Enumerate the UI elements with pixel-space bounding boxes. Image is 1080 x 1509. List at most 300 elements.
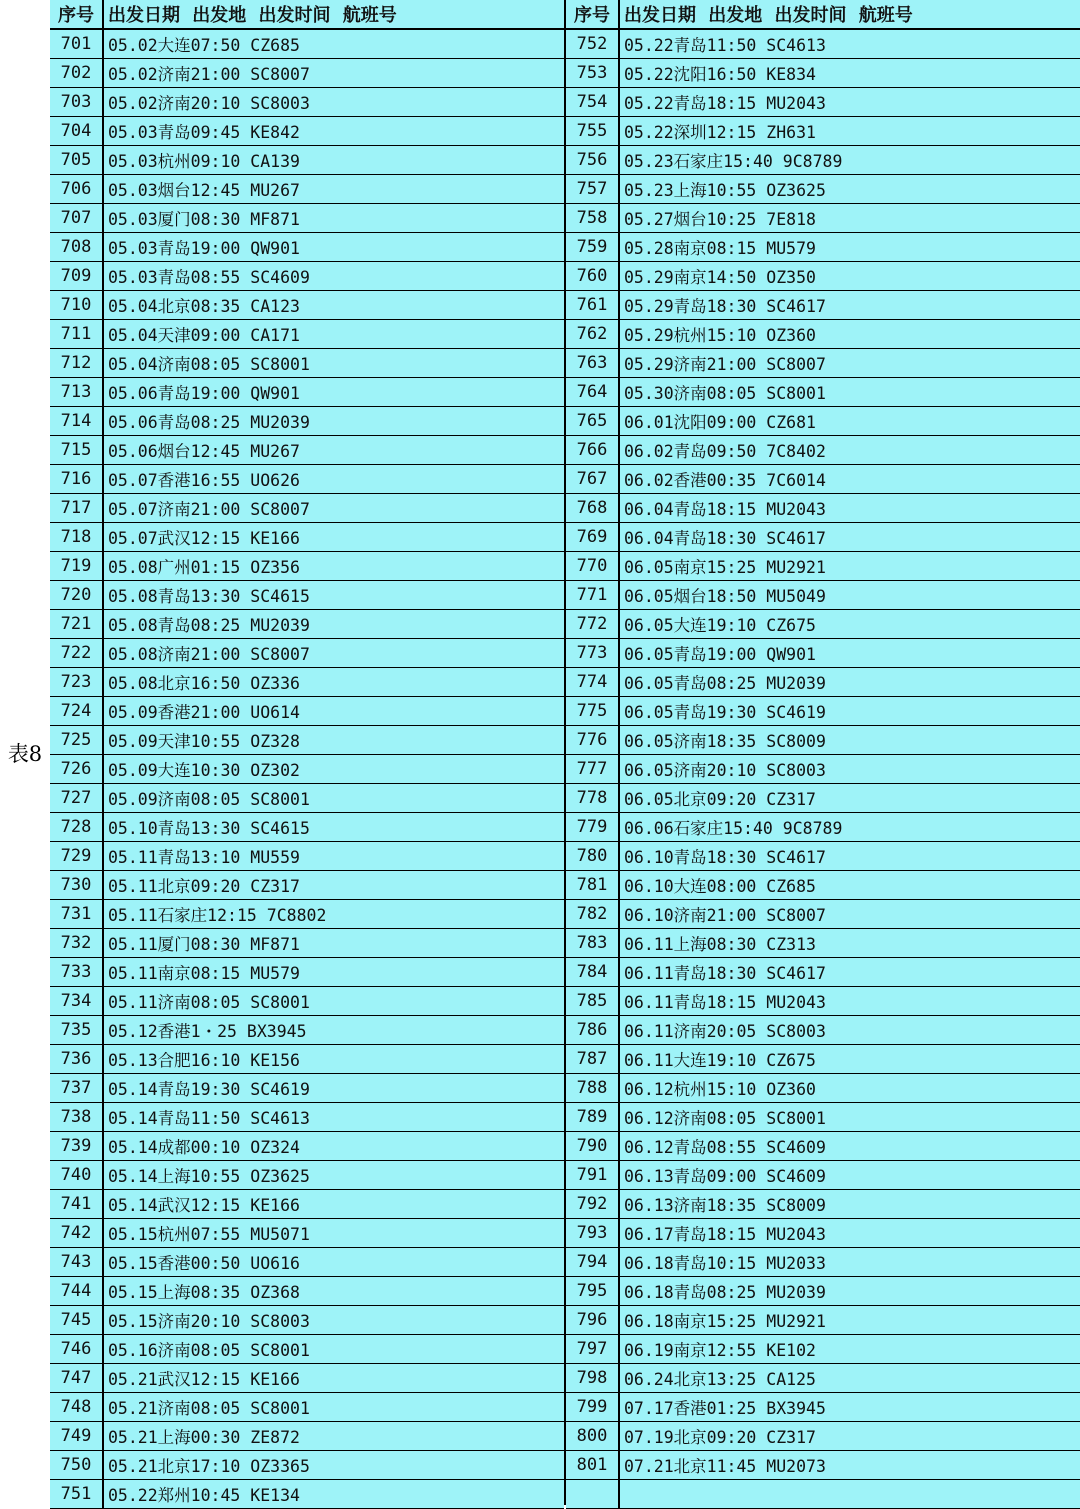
row-seq: 766 <box>566 436 620 464</box>
row-seq: 759 <box>566 233 620 261</box>
row-flight-info: 05.11石家庄12:15 7C8802 <box>104 900 564 928</box>
table-row <box>50 900 564 929</box>
row-flight-info: 05.04天津09:00 CA171 <box>104 320 564 348</box>
row-seq: 793 <box>566 1219 620 1247</box>
table-row <box>566 1074 1080 1103</box>
row-seq: 782 <box>566 900 620 928</box>
table-row <box>566 407 1080 436</box>
row-seq: 784 <box>566 958 620 986</box>
table-row <box>566 523 1080 552</box>
table-row <box>50 291 564 320</box>
row-seq: 791 <box>566 1161 620 1189</box>
table-row <box>50 581 564 610</box>
table-label: 表8 <box>7 741 43 766</box>
table-row <box>566 929 1080 958</box>
table-row <box>566 117 1080 146</box>
table-row <box>566 1161 1080 1190</box>
row-flight-info: 05.29南京14:50 OZ350 <box>620 262 1080 290</box>
row-seq: 708 <box>50 233 104 261</box>
row-seq: 712 <box>50 349 104 377</box>
table-row <box>566 784 1080 813</box>
table-row <box>50 1422 564 1451</box>
row-seq: 749 <box>50 1422 104 1450</box>
row-seq: 757 <box>566 175 620 203</box>
row-seq: 744 <box>50 1277 104 1305</box>
row-seq: 780 <box>566 842 620 870</box>
row-flight-info: 05.07济南21:00 SC8007 <box>104 494 564 522</box>
table-row <box>566 1132 1080 1161</box>
row-seq: 794 <box>566 1248 620 1276</box>
table-row <box>566 552 1080 581</box>
header-seq: 序号 <box>50 0 104 28</box>
row-seq: 728 <box>50 813 104 841</box>
table-row <box>50 349 564 378</box>
row-flight-info: 06.05北京09:20 CZ317 <box>620 784 1080 812</box>
row-seq: 786 <box>566 1016 620 1044</box>
row-seq: 761 <box>566 291 620 319</box>
header-seq: 序号 <box>566 0 620 28</box>
table-row <box>50 1219 564 1248</box>
row-flight-info: 05.22青岛18:15 MU2043 <box>620 88 1080 116</box>
table-row <box>50 929 564 958</box>
row-flight-info: 05.02济南21:00 SC8007 <box>104 59 564 87</box>
row-flight-info: 05.29青岛18:30 SC4617 <box>620 291 1080 319</box>
table-row <box>566 755 1080 784</box>
row-seq: 801 <box>566 1451 620 1479</box>
row-seq: 733 <box>50 958 104 986</box>
table-row <box>50 813 564 842</box>
row-flight-info: 06.10大连08:00 CZ685 <box>620 871 1080 899</box>
row-seq: 754 <box>566 88 620 116</box>
table-row <box>50 494 564 523</box>
table-row <box>566 1335 1080 1364</box>
row-flight-info: 05.14武汉12:15 KE166 <box>104 1190 564 1218</box>
row-seq: 743 <box>50 1248 104 1276</box>
table-row <box>50 1132 564 1161</box>
table-row <box>50 755 564 784</box>
row-flight-info: 06.11大连19:10 CZ675 <box>620 1045 1080 1073</box>
row-seq: 755 <box>566 117 620 145</box>
row-seq: 720 <box>50 581 104 609</box>
row-seq: 739 <box>50 1132 104 1160</box>
table-row <box>50 958 564 987</box>
row-seq: 729 <box>50 842 104 870</box>
row-seq: 758 <box>566 204 620 232</box>
row-seq: 779 <box>566 813 620 841</box>
row-flight-info: 06.12杭州15:10 OZ360 <box>620 1074 1080 1102</box>
row-seq: 736 <box>50 1045 104 1073</box>
row-seq: 781 <box>566 871 620 899</box>
table-row <box>566 726 1080 755</box>
table-row <box>50 552 564 581</box>
row-seq: 701 <box>50 30 104 58</box>
table-row <box>566 900 1080 929</box>
row-seq: 772 <box>566 610 620 638</box>
row-flight-info: 05.03厦门08:30 MF871 <box>104 204 564 232</box>
row-flight-info: 05.08济南21:00 SC8007 <box>104 639 564 667</box>
table-row <box>566 465 1080 494</box>
table-row <box>566 581 1080 610</box>
table-row <box>566 320 1080 349</box>
table-row <box>566 1306 1080 1335</box>
flight-table <box>50 0 1080 1505</box>
row-flight-info: 05.22沈阳16:50 KE834 <box>620 59 1080 87</box>
row-flight-info: 05.15上海08:35 OZ368 <box>104 1277 564 1305</box>
row-seq: 771 <box>566 581 620 609</box>
row-seq: 783 <box>566 929 620 957</box>
row-flight-info: 05.29济南21:00 SC8007 <box>620 349 1080 377</box>
row-flight-info: 06.05济南18:35 SC8009 <box>620 726 1080 754</box>
row-flight-info: 06.18青岛10:15 MU2033 <box>620 1248 1080 1276</box>
row-flight-info: 06.05大连19:10 CZ675 <box>620 610 1080 638</box>
table-row <box>50 1190 564 1219</box>
row-seq: 765 <box>566 407 620 435</box>
table-row <box>50 1161 564 1190</box>
table-row <box>566 175 1080 204</box>
right-table <box>564 0 1080 1505</box>
table-row <box>566 1016 1080 1045</box>
table-row <box>566 378 1080 407</box>
table-row <box>50 378 564 407</box>
table-row <box>566 1045 1080 1074</box>
table-row <box>50 842 564 871</box>
row-seq: 721 <box>50 610 104 638</box>
row-seq: 777 <box>566 755 620 783</box>
table-row <box>50 726 564 755</box>
table-row <box>566 494 1080 523</box>
table-row <box>566 842 1080 871</box>
table-row <box>50 987 564 1016</box>
row-seq: 789 <box>566 1103 620 1131</box>
row-flight-info: 05.03青岛19:00 QW901 <box>104 233 564 261</box>
row-seq: 707 <box>50 204 104 232</box>
row-seq: 734 <box>50 987 104 1015</box>
table-row <box>566 30 1080 59</box>
row-flight-info: 07.19北京09:20 CZ317 <box>620 1422 1080 1450</box>
table-row <box>50 1364 564 1393</box>
table-row <box>566 88 1080 117</box>
table-row <box>566 813 1080 842</box>
row-seq: 795 <box>566 1277 620 1305</box>
row-seq: 800 <box>566 1422 620 1450</box>
row-flight-info: 06.11济南20:05 SC8003 <box>620 1016 1080 1044</box>
table-row <box>50 1016 564 1045</box>
row-flight-info: 06.02香港00:35 7C6014 <box>620 465 1080 493</box>
row-seq: 711 <box>50 320 104 348</box>
table-row <box>566 262 1080 291</box>
row-flight-info: 06.18南京15:25 MU2921 <box>620 1306 1080 1334</box>
table-row <box>566 204 1080 233</box>
row-seq <box>566 1480 620 1508</box>
row-flight-info <box>620 1480 1080 1508</box>
table-row <box>50 30 564 59</box>
row-seq: 714 <box>50 407 104 435</box>
table-row <box>50 610 564 639</box>
row-flight-info: 05.14上海10:55 OZ3625 <box>104 1161 564 1189</box>
row-flight-info: 05.22郑州10:45 KE134 <box>104 1480 564 1508</box>
table-row <box>50 233 564 262</box>
row-seq: 778 <box>566 784 620 812</box>
row-flight-info: 05.08广州01:15 OZ356 <box>104 552 564 580</box>
row-flight-info: 06.05烟台18:50 MU5049 <box>620 581 1080 609</box>
row-seq: 735 <box>50 1016 104 1044</box>
table-row <box>50 59 564 88</box>
row-flight-info: 05.03烟台12:45 MU267 <box>104 175 564 203</box>
row-seq: 773 <box>566 639 620 667</box>
table-row <box>50 436 564 465</box>
row-flight-info: 05.09香港21:00 UO614 <box>104 697 564 725</box>
row-seq: 706 <box>50 175 104 203</box>
row-seq: 799 <box>566 1393 620 1421</box>
row-seq: 798 <box>566 1364 620 1392</box>
row-flight-info: 05.09济南08:05 SC8001 <box>104 784 564 812</box>
row-flight-info: 05.02大连07:50 CZ685 <box>104 30 564 58</box>
row-flight-info: 06.11上海08:30 CZ313 <box>620 929 1080 957</box>
row-flight-info: 05.04北京08:35 CA123 <box>104 291 564 319</box>
row-seq: 752 <box>566 30 620 58</box>
row-seq: 750 <box>50 1451 104 1479</box>
table-row <box>566 610 1080 639</box>
table-row <box>50 1451 564 1480</box>
table-row <box>566 1190 1080 1219</box>
table-row <box>566 1277 1080 1306</box>
row-seq: 703 <box>50 88 104 116</box>
row-flight-info: 05.09大连10:30 OZ302 <box>104 755 564 783</box>
table-row <box>50 1393 564 1422</box>
row-seq: 796 <box>566 1306 620 1334</box>
row-flight-info: 05.14成都00:10 OZ324 <box>104 1132 564 1160</box>
row-seq: 776 <box>566 726 620 754</box>
table-row <box>50 204 564 233</box>
row-flight-info: 05.27烟台10:25 7E818 <box>620 204 1080 232</box>
header-row <box>566 0 1080 29</box>
row-seq: 763 <box>566 349 620 377</box>
table-row <box>50 871 564 900</box>
header-info: 出发日期 出发地 出发时间 航班号 <box>620 0 1080 28</box>
row-seq: 725 <box>50 726 104 754</box>
table-row <box>50 1103 564 1132</box>
row-flight-info: 06.24北京13:25 CA125 <box>620 1364 1080 1392</box>
table-row <box>566 871 1080 900</box>
table-row <box>50 146 564 175</box>
row-flight-info: 06.02青岛09:50 7C8402 <box>620 436 1080 464</box>
row-flight-info: 05.10青岛13:30 SC4615 <box>104 813 564 841</box>
row-flight-info: 05.22深圳12:15 ZH631 <box>620 117 1080 145</box>
row-seq: 724 <box>50 697 104 725</box>
row-seq: 764 <box>566 378 620 406</box>
row-flight-info: 05.23上海10:55 OZ3625 <box>620 175 1080 203</box>
row-flight-info: 05.23石家庄15:40 9C8789 <box>620 146 1080 174</box>
table-row <box>50 668 564 697</box>
row-flight-info: 06.13青岛09:00 SC4609 <box>620 1161 1080 1189</box>
row-seq: 722 <box>50 639 104 667</box>
row-seq: 753 <box>566 59 620 87</box>
row-flight-info: 06.17青岛18:15 MU2043 <box>620 1219 1080 1247</box>
table-row <box>50 1306 564 1335</box>
row-seq: 760 <box>566 262 620 290</box>
row-flight-info: 05.03青岛08:55 SC4609 <box>104 262 564 290</box>
row-seq: 748 <box>50 1393 104 1421</box>
row-flight-info: 06.04青岛18:30 SC4617 <box>620 523 1080 551</box>
row-flight-info: 05.22青岛11:50 SC4613 <box>620 30 1080 58</box>
row-flight-info: 05.28南京08:15 MU579 <box>620 233 1080 261</box>
row-flight-info: 06.11青岛18:30 SC4617 <box>620 958 1080 986</box>
row-flight-info: 05.03青岛09:45 KE842 <box>104 117 564 145</box>
row-seq: 775 <box>566 697 620 725</box>
table-row <box>566 987 1080 1016</box>
row-flight-info: 05.21武汉12:15 KE166 <box>104 1364 564 1392</box>
row-flight-info: 05.08青岛13:30 SC4615 <box>104 581 564 609</box>
row-flight-info: 05.29杭州15:10 OZ360 <box>620 320 1080 348</box>
row-flight-info: 06.19南京12:55 KE102 <box>620 1335 1080 1363</box>
row-flight-info: 05.02济南20:10 SC8003 <box>104 88 564 116</box>
row-seq: 751 <box>50 1480 104 1508</box>
row-flight-info: 05.21北京17:10 OZ3365 <box>104 1451 564 1479</box>
table-row <box>566 146 1080 175</box>
row-seq: 742 <box>50 1219 104 1247</box>
table-row <box>566 436 1080 465</box>
row-flight-info: 06.10青岛18:30 SC4617 <box>620 842 1080 870</box>
row-seq: 747 <box>50 1364 104 1392</box>
table-row <box>50 88 564 117</box>
table-row <box>50 117 564 146</box>
row-flight-info: 05.11厦门08:30 MF871 <box>104 929 564 957</box>
row-seq: 737 <box>50 1074 104 1102</box>
row-flight-info: 07.17香港01:25 BX3945 <box>620 1393 1080 1421</box>
header-row <box>50 0 564 29</box>
table-row <box>50 639 564 668</box>
row-seq: 790 <box>566 1132 620 1160</box>
table-row <box>50 1248 564 1277</box>
row-flight-info: 05.14青岛19:30 SC4619 <box>104 1074 564 1102</box>
row-seq: 723 <box>50 668 104 696</box>
table-row <box>566 958 1080 987</box>
row-seq: 792 <box>566 1190 620 1218</box>
table-row <box>50 523 564 552</box>
left-table <box>50 0 564 1505</box>
row-flight-info: 05.30济南08:05 SC8001 <box>620 378 1080 406</box>
row-seq: 731 <box>50 900 104 928</box>
row-flight-info: 05.11青岛13:10 MU559 <box>104 842 564 870</box>
table-row <box>50 465 564 494</box>
row-flight-info: 05.16济南08:05 SC8001 <box>104 1335 564 1363</box>
table-row <box>566 1248 1080 1277</box>
row-flight-info: 06.01沈阳09:00 CZ681 <box>620 407 1080 435</box>
row-seq: 718 <box>50 523 104 551</box>
row-seq: 768 <box>566 494 620 522</box>
row-seq: 767 <box>566 465 620 493</box>
table-row <box>566 1103 1080 1132</box>
row-flight-info: 05.09天津10:55 OZ328 <box>104 726 564 754</box>
row-flight-info: 06.05青岛08:25 MU2039 <box>620 668 1080 696</box>
row-seq: 709 <box>50 262 104 290</box>
row-flight-info: 05.15杭州07:55 MU5071 <box>104 1219 564 1247</box>
table-row <box>566 233 1080 262</box>
row-flight-info: 05.07武汉12:15 KE166 <box>104 523 564 551</box>
row-seq: 713 <box>50 378 104 406</box>
row-seq: 787 <box>566 1045 620 1073</box>
row-flight-info: 05.08北京16:50 OZ336 <box>104 668 564 696</box>
row-flight-info: 05.06烟台12:45 MU267 <box>104 436 564 464</box>
row-seq: 726 <box>50 755 104 783</box>
table-row <box>566 668 1080 697</box>
row-seq: 797 <box>566 1335 620 1363</box>
row-seq: 727 <box>50 784 104 812</box>
row-seq: 774 <box>566 668 620 696</box>
row-seq: 719 <box>50 552 104 580</box>
row-seq: 740 <box>50 1161 104 1189</box>
row-seq: 788 <box>566 1074 620 1102</box>
row-seq: 705 <box>50 146 104 174</box>
table-row <box>566 349 1080 378</box>
row-flight-info: 05.06青岛19:00 QW901 <box>104 378 564 406</box>
row-flight-info: 05.03杭州09:10 CA139 <box>104 146 564 174</box>
table-row <box>50 1277 564 1306</box>
row-flight-info: 05.06青岛08:25 MU2039 <box>104 407 564 435</box>
row-seq: 769 <box>566 523 620 551</box>
row-flight-info: 07.21北京11:45 MU2073 <box>620 1451 1080 1479</box>
table-row <box>566 1451 1080 1480</box>
row-flight-info: 06.18青岛08:25 MU2039 <box>620 1277 1080 1305</box>
row-seq: 717 <box>50 494 104 522</box>
row-flight-info: 05.14青岛11:50 SC4613 <box>104 1103 564 1131</box>
row-seq: 732 <box>50 929 104 957</box>
row-flight-info: 06.04青岛18:15 MU2043 <box>620 494 1080 522</box>
row-seq: 770 <box>566 552 620 580</box>
row-flight-info: 06.10济南21:00 SC8007 <box>620 900 1080 928</box>
row-seq: 716 <box>50 465 104 493</box>
table-row <box>50 262 564 291</box>
header-info: 出发日期 出发地 出发时间 航班号 <box>104 0 564 28</box>
table-row <box>566 1219 1080 1248</box>
table-row <box>50 407 564 436</box>
row-flight-info: 06.12青岛08:55 SC4609 <box>620 1132 1080 1160</box>
table-row <box>566 697 1080 726</box>
table-row <box>566 291 1080 320</box>
row-seq: 710 <box>50 291 104 319</box>
row-seq: 785 <box>566 987 620 1015</box>
table-row <box>50 784 564 813</box>
row-flight-info: 05.21上海00:30 ZE872 <box>104 1422 564 1450</box>
row-flight-info: 06.05南京15:25 MU2921 <box>620 552 1080 580</box>
row-flight-info: 06.11青岛18:15 MU2043 <box>620 987 1080 1015</box>
row-flight-info: 06.06石家庄15:40 9C8789 <box>620 813 1080 841</box>
row-flight-info: 05.11南京08:15 MU579 <box>104 958 564 986</box>
row-seq: 702 <box>50 59 104 87</box>
row-flight-info: 05.08青岛08:25 MU2039 <box>104 610 564 638</box>
table-row <box>50 320 564 349</box>
row-flight-info: 05.15济南20:10 SC8003 <box>104 1306 564 1334</box>
row-flight-info: 06.13济南18:35 SC8009 <box>620 1190 1080 1218</box>
row-seq: 745 <box>50 1306 104 1334</box>
row-flight-info: 05.11北京09:20 CZ317 <box>104 871 564 899</box>
row-flight-info: 05.07香港16:55 UO626 <box>104 465 564 493</box>
table-label-column <box>0 0 50 1505</box>
row-flight-info: 05.13合肥16:10 KE156 <box>104 1045 564 1073</box>
row-seq: 715 <box>50 436 104 464</box>
table-row <box>566 1364 1080 1393</box>
table-row <box>566 1422 1080 1451</box>
row-flight-info: 06.05青岛19:30 SC4619 <box>620 697 1080 725</box>
row-seq: 738 <box>50 1103 104 1131</box>
row-flight-info: 05.21济南08:05 SC8001 <box>104 1393 564 1421</box>
row-seq: 762 <box>566 320 620 348</box>
table-row <box>566 639 1080 668</box>
row-flight-info: 06.05济南20:10 SC8003 <box>620 755 1080 783</box>
row-flight-info: 05.11济南08:05 SC8001 <box>104 987 564 1015</box>
table-row <box>50 1335 564 1364</box>
row-seq: 704 <box>50 117 104 145</box>
